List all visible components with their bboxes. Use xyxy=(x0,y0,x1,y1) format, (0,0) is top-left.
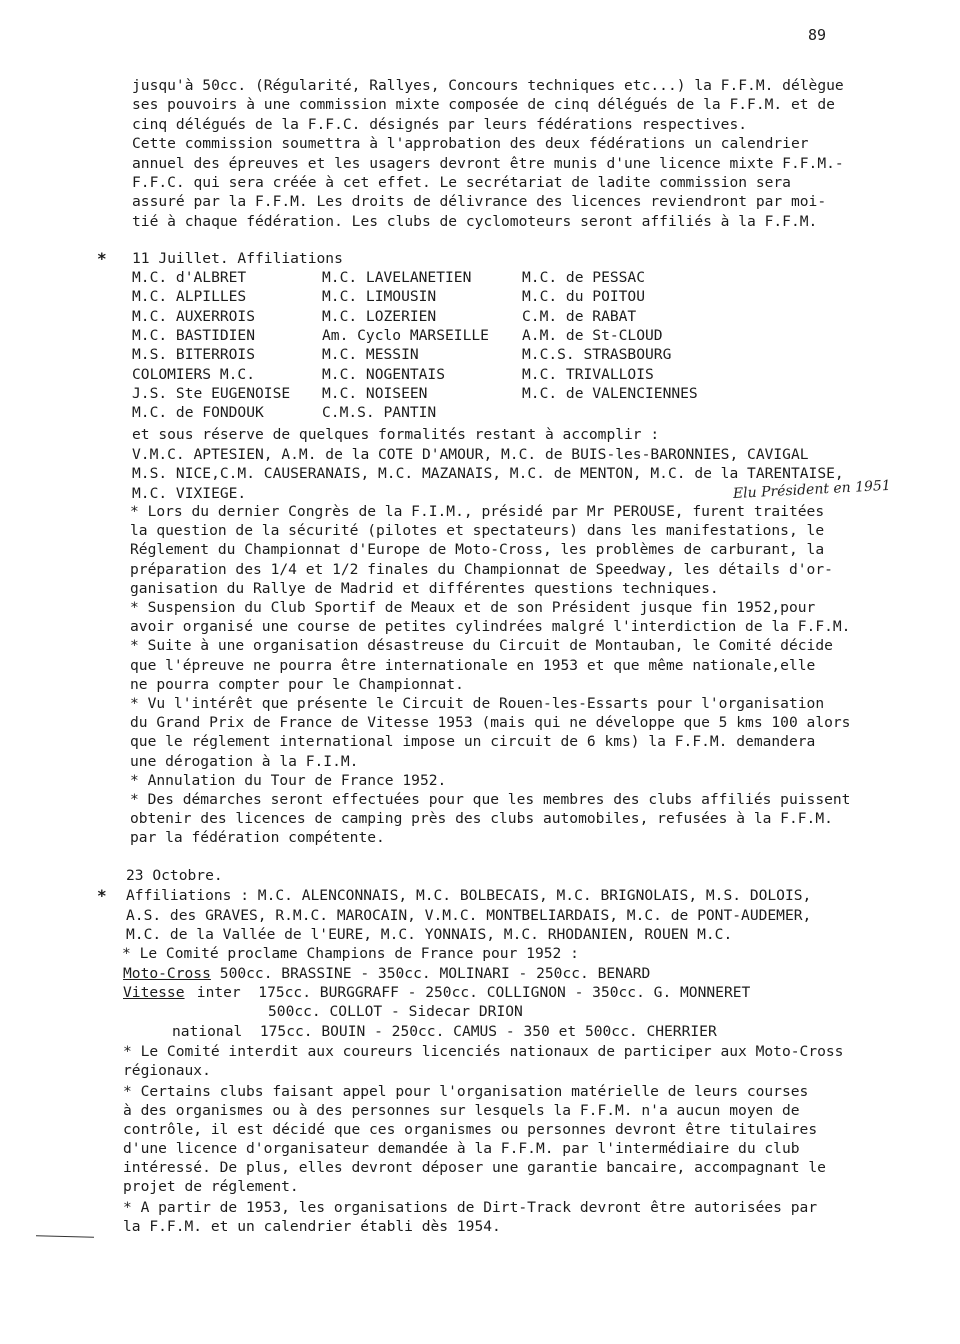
affiliation-club: M.C. NOGENTAIS xyxy=(322,365,446,383)
intro-line: F.F.C. qui sera créée à cet effet. Le secrétariat de ladite commission sera xyxy=(132,174,791,191)
page-number: 89 xyxy=(808,26,827,44)
decision-line: avoir organisé une course de petites cylindrées malgré l'interdiction de la F.F.M. xyxy=(130,618,851,636)
margin-asterisk: * xyxy=(97,249,107,268)
reserve-line: V.M.C. APTESIEN, A.M. de la COTE D'AMOUR, M.C. de BUIS-les-BARONNIES, CAVIGAL xyxy=(132,445,809,463)
affiliation-club: M.C. AUXERROIS xyxy=(132,307,256,325)
affiliation-club: M.C. de FONDOUK xyxy=(132,404,264,422)
affiliation-line: M.C. de la Vallée de l'EURE, M.C. YONNAIS, M.C. RHODANIEN, ROUEN M.C. xyxy=(126,926,733,944)
decision-line: * A partir de 1953, les organisations de Dirt-Track devront être autorisées par xyxy=(123,1198,818,1216)
affiliation-club: M.C. LAVELANETIEN xyxy=(322,269,472,286)
motocross-results: 500cc. BRASSINE - 350cc. MOLINARI - 250cc. BENARD xyxy=(211,965,651,982)
affiliation-club: M.C. de PESSAC xyxy=(522,269,646,286)
affiliation-club: M.C.S. STRASBOURG xyxy=(522,346,672,364)
affiliation-club: A.M. de St-CLOUD xyxy=(522,326,663,344)
decision-line: préparation des 1/4 et 1/2 finales du Championnat de Speedway, les détails d'or- xyxy=(130,560,833,578)
affiliation-club: M.C. BASTIDIEN xyxy=(132,326,256,344)
section-heading-octobre: 23 Octobre. xyxy=(126,867,223,884)
decision-line: obtenir des licences de camping près des clubs automobiles, refusées à la F.F.M. xyxy=(130,810,833,828)
decision-line: régionaux. xyxy=(123,1062,211,1080)
decision-line: * Suspension du Club Sportif de Meaux et de son Président jusque fin 1952,pour xyxy=(130,599,816,616)
affiliation-line: A.S. des GRAVES, R.M.C. MAROCAIN, V.M.C. MONTBELIARDAIS, M.C. de PONT-AUDEMER, xyxy=(126,906,812,924)
intro-line: assuré par la F.F.M. Les droits de délivrance des licences reviendront par moi- xyxy=(132,193,827,211)
handwritten-note: Elu Président en 1951 xyxy=(732,477,892,502)
affiliation-club: C.M. de RABAT xyxy=(522,307,637,325)
intro-line: jusqu'à 50cc. (Régularité, Rallyes, Concours techniques etc...) la F.F.M. délègue xyxy=(132,77,844,94)
decision-line: ne pourra compter pour le Championnat. xyxy=(130,675,464,693)
decision-line: la question de la sécurité (pilotes et spectateurs) dans les manifestations, le xyxy=(130,522,825,540)
decision-line: la F.F.M. et un calendrier établi dès 1954. xyxy=(123,1217,501,1235)
margin-mark xyxy=(36,1235,94,1238)
affiliation-club: M.C. du POITOU xyxy=(522,288,646,306)
affiliation-club: M.C. NOISEEN xyxy=(322,384,428,402)
affiliation-club: M.C. MESSIN xyxy=(322,346,419,364)
affiliation-club: M.C. ALPILLES xyxy=(132,288,247,306)
section-heading-juillet: 11 Juillet. Affiliations xyxy=(132,250,343,267)
decision-line: * Certains clubs faisant appel pour l'organisation matérielle de leurs courses xyxy=(123,1082,809,1100)
decision-line: * Lors du dernier Congrès de la F.I.M., présidé par Mr PEROUSE, furent traitées xyxy=(130,503,825,520)
intro-line: annuel des épreuves et les usagers devront être munis d'une licence mixte F.F.M.- xyxy=(132,154,844,172)
intro-line: ses pouvoirs à une commission mixte composée de cinq délégués de la F.F.M. et de xyxy=(132,96,835,114)
affiliation-club: Am. Cyclo MARSEILLE xyxy=(322,326,489,344)
vitesse-inter-results: inter 175cc. BURGGRAFF - 250cc. COLLIGNON - 350cc. G. MONNERET xyxy=(188,984,751,1001)
intro-line: tié à chaque fédération. Les clubs de cyclomoteurs seront affiliés à la F.F.M. xyxy=(132,212,818,230)
decision-line: * Des démarches seront effectuées pour que les membres des clubs affiliés puissent xyxy=(130,791,851,808)
decision-line: contrôle, il est décidé que ces organismes ou personnes devront être titulaires xyxy=(123,1120,818,1138)
decision-line: ganisation du Rallye de Madrid et différentes questions techniques. xyxy=(130,579,719,597)
affiliation-club: COLOMIERS M.C. xyxy=(132,365,256,383)
vitesse-label: Vitesse xyxy=(123,984,185,1001)
vitesse-inter-results-2: 500cc. COLLOT - Sidecar DRION xyxy=(268,1003,523,1020)
affiliation-club: M.C. LOZERIEN xyxy=(322,307,437,325)
affiliation-club: M.C. TRIVALLOIS xyxy=(522,365,654,383)
decision-line: que le réglement international impose un circuit de 6 kms) la F.F.M. demandera xyxy=(130,733,816,751)
vitesse-national-results: national 175cc. BOUIN - 250cc. CAMUS - 350 et 500cc. CHERRIER xyxy=(172,1023,717,1040)
affiliation-club: C.M.S. PANTIN xyxy=(322,404,437,422)
champions-intro: * Le Comité proclame Champions de France pour 1952 : xyxy=(122,945,579,962)
decision-line: à des organismes ou à des personnes sur lesquels la F.F.M. n'a aucun moyen de xyxy=(123,1101,800,1119)
reserve-line: M.C. VIXIEGE. xyxy=(132,484,247,502)
decision-line: * Suite à une organisation désastreuse du Circuit de Montauban, le Comité décide xyxy=(130,637,833,655)
decision-line: du Grand Prix de France de Vitesse 1953 (mais qui ne développe que 5 kms 100 alors xyxy=(130,714,851,732)
affiliation-club: M.C. de VALENCIENNES xyxy=(522,384,698,402)
decision-line: * Annulation du Tour de France 1952. xyxy=(130,771,447,789)
margin-asterisk: * xyxy=(97,886,107,905)
affiliation-club: J.S. Ste EUGENOISE xyxy=(132,384,291,402)
decision-line: Réglement du Championnat d'Europe de Moto-Cross, les problèmes de carburant, la xyxy=(130,541,825,559)
affiliation-club: M.C. LIMOUSIN xyxy=(322,288,437,306)
decision-line: * Vu l'intérêt que présente le Circuit de Rouen-les-Essarts pour l'organisation xyxy=(130,695,825,712)
decision-line: * Le Comité interdit aux coureurs licenciés nationaux de participer aux Moto-Cross xyxy=(123,1043,844,1060)
reserve-line: et sous réserve de quelques formalités restant à accomplir : xyxy=(132,426,660,443)
intro-line: cinq délégués de la F.F.C. désignés par leurs fédérations respectives. xyxy=(132,115,748,133)
decision-line: intéressé. De plus, elles devront déposer une garantie bancaire, accompagnant le xyxy=(123,1159,826,1177)
decision-line: d'une licence d'organisateur demandée à la F.F.M. par l'intermédiaire du club xyxy=(123,1140,800,1157)
affiliation-line: Affiliations : M.C. ALENCONNAIS, M.C. BOLBECAIS, M.C. BRIGNOLAIS, M.S. DOLOIS, xyxy=(126,887,812,904)
decision-line: par la fédération compétente. xyxy=(130,829,385,847)
decision-line: que l'épreuve ne pourra être internationale en 1953 et que même nationale,elle xyxy=(130,656,816,674)
affiliation-club: M.S. BITERROIS xyxy=(132,346,256,364)
decision-line: projet de réglement. xyxy=(123,1178,299,1196)
decision-line: une dérogation à la F.I.M. xyxy=(130,752,359,770)
motocross-label: Moto-Cross xyxy=(123,965,211,982)
intro-line: Cette commission soumettra à l'approbation des deux fédérations un calendrier xyxy=(132,135,809,153)
reserve-line: M.S. NICE,C.M. CAUSERANAIS, M.C. MAZANAIS, M.C. de MENTON, M.C. de la TARENTAISE, xyxy=(132,465,844,482)
affiliation-club: M.C. d'ALBRET xyxy=(132,269,247,286)
